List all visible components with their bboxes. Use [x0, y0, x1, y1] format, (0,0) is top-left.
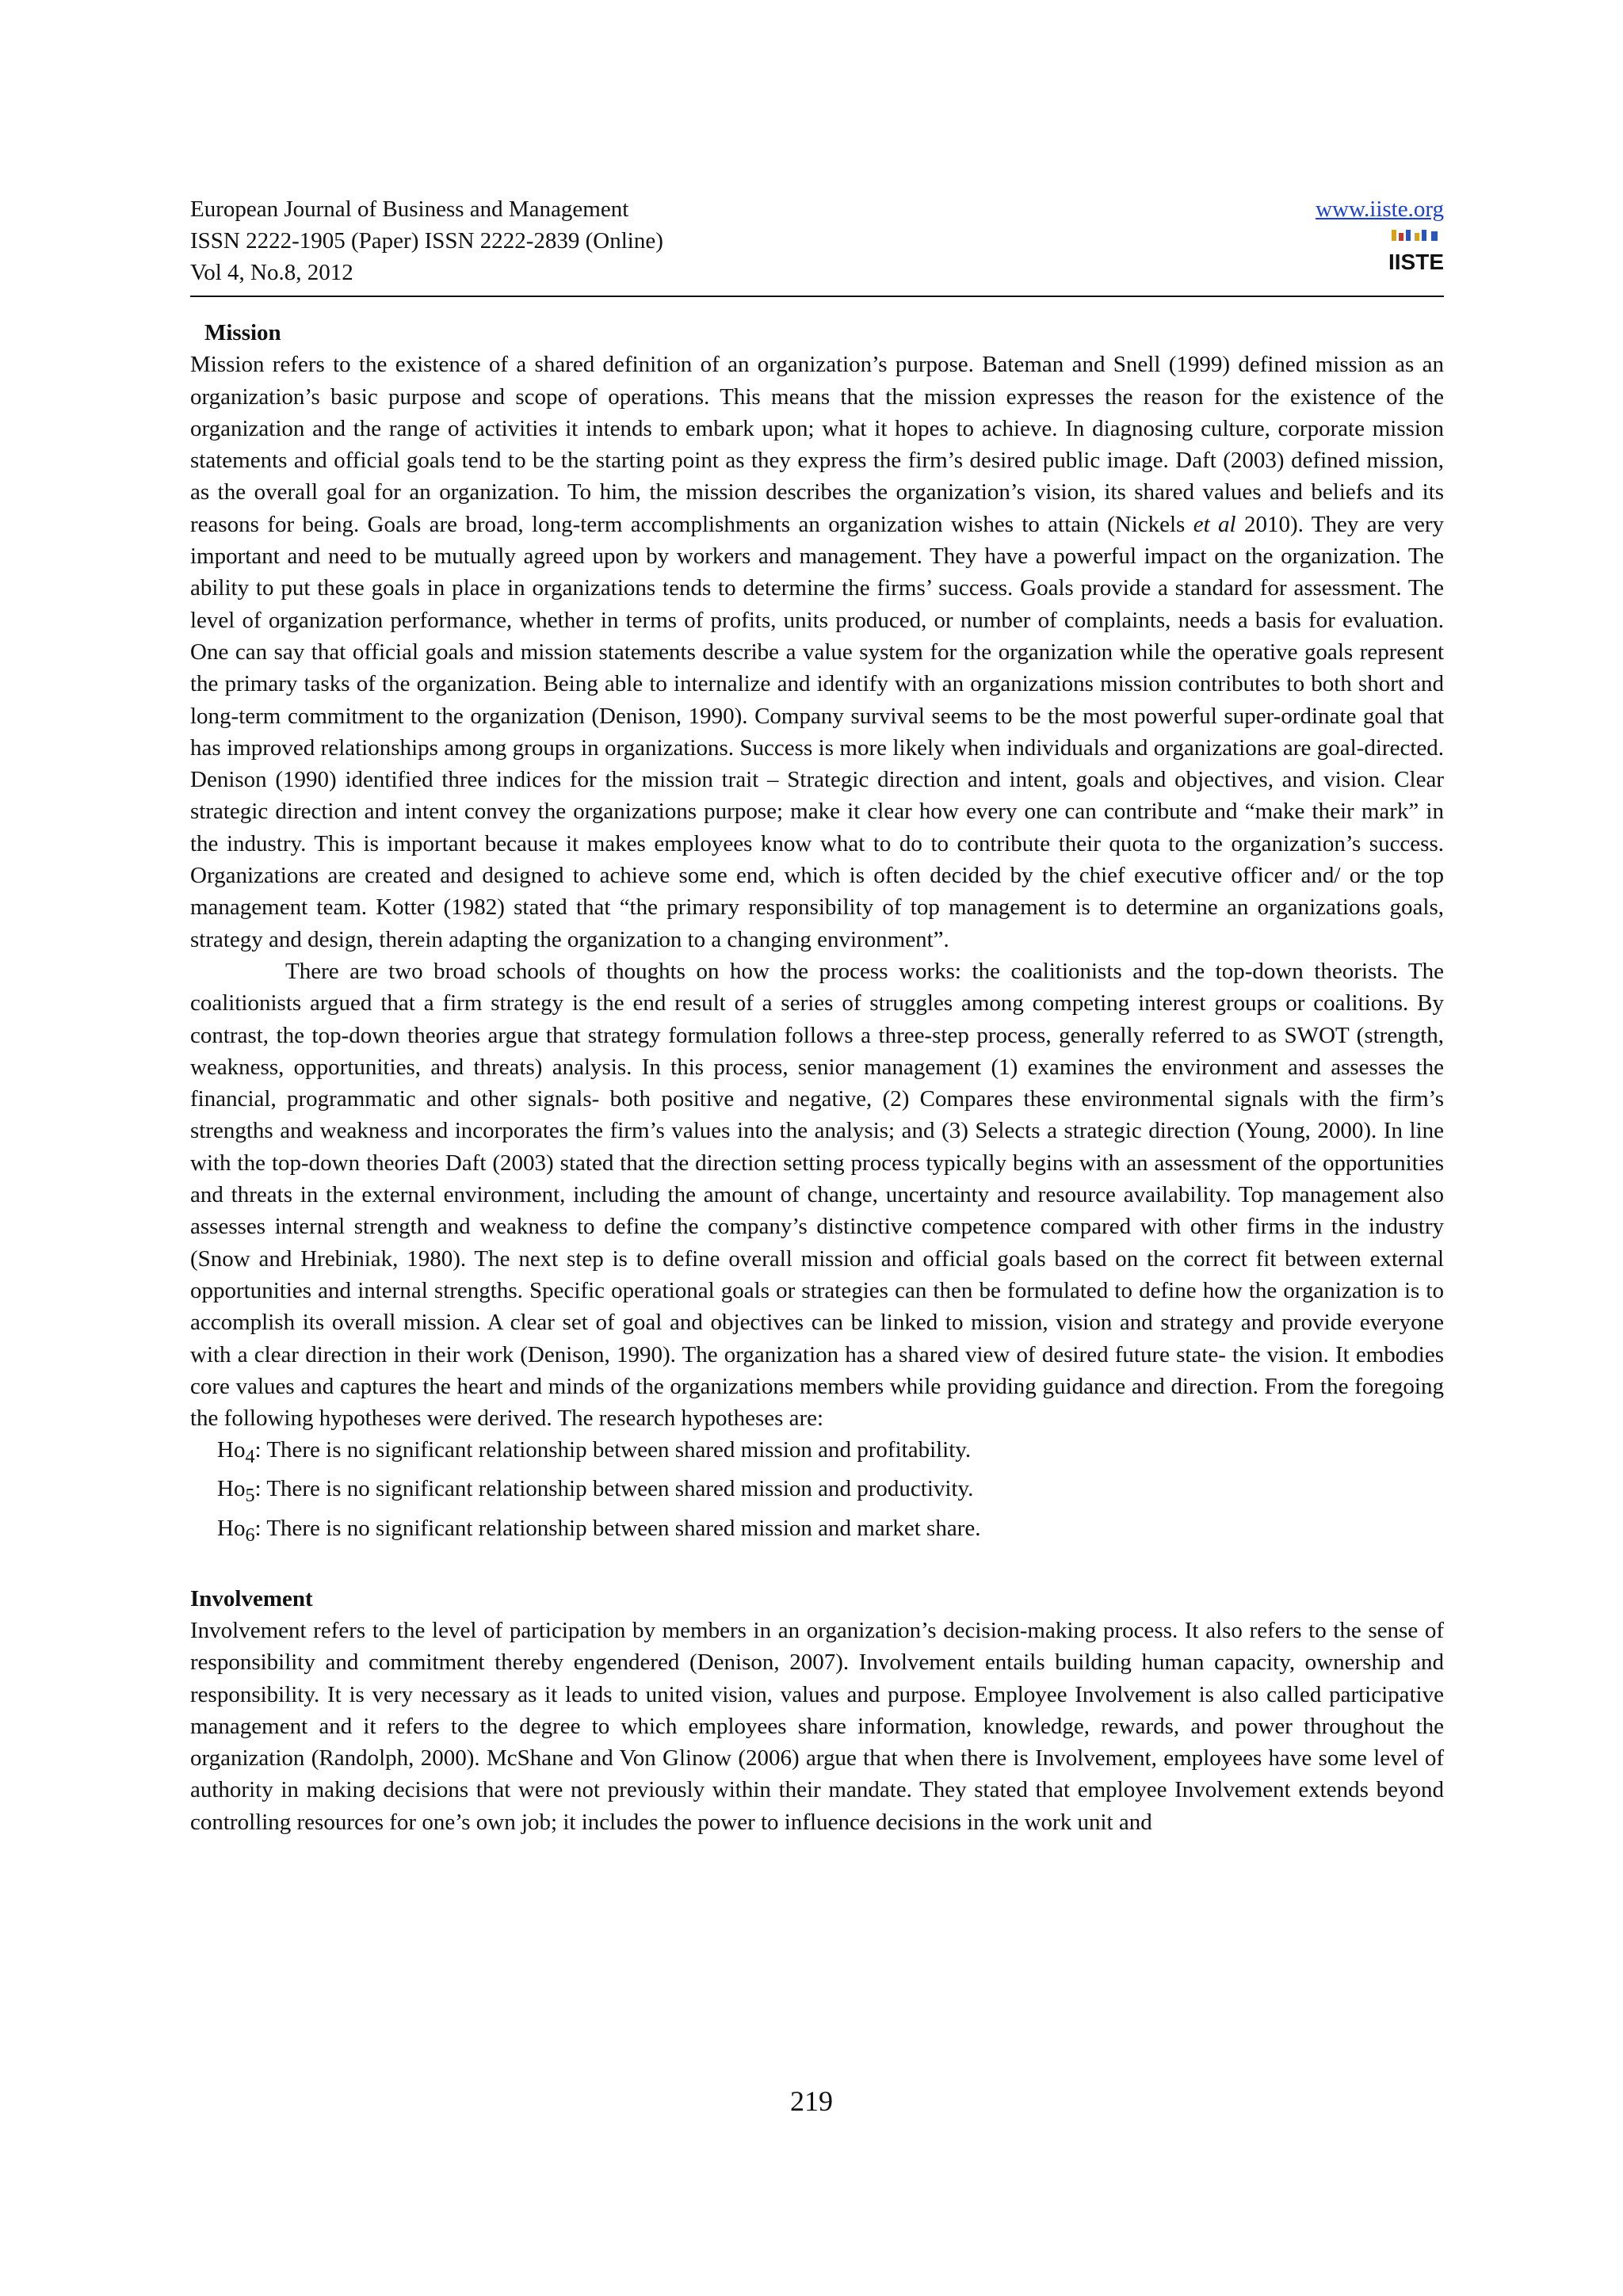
involvement-paragraph-1: Involvement refers to the level of participation by members in an organization’s decision-making process. It also refers to the sense of responsibility and commitment thereby engendered (Denison, 2007). Involvement entails building human capacity, ownership and responsibility. It is very necessary as it leads to united vision, values and purpose. Employee Involvement is also called participative management and it refers to the degree to which employees share information, knowledge, rewards, and power throughout the organization (Randolph, 2000). McShane and Von Glinow (2006) argue that when there is Involvement, employees have some level of authority in making decisions that were not previously within their mandate. They stated that employee Involvement extends beyond controlling resources for one’s own job; it includes the power to influence decisions in the work unit and: [190, 1617, 1444, 1835]
mission-paragraph-1-rest: 2010). They are very important and need to be mutually agreed upon by workers and management. They have a powerful impact on the organization. The ability to put these goals in place in organizations tends to determine the firms’ success. Goals provide a standard for assessment. The level of organization performance, whether in terms of profits, units produced, or number of complaints, needs a basis for evaluation. One can say that official goals and mission statements describe a value system for the organization while the operative goals represent the primary tasks of the organization. Being able to internalize and identify with an organizations mission contributes to both short and long-term commitment to the organization (Denison, 1990). Company survival seems to be the most powerful super-ordinate goal that has improved relationships among groups in organizations. Success is more likely when individuals and organizations are goal-directed. Denison (1990) identified three indices for the mission trait – Strategic direction and intent, goals and objectives, and vision. Clear strategic direction and intent convey the organizations purpose; make it clear how every one can contribute and “make their mark” in the industry. This is important because it makes employees know what to do to contribute their quota to the organization’s success. Organizations are created and designed to achieve some end, which is often decided by the chief executive officer and/ or the top management team. Kotter (1982) stated that “the primary responsibility of top management is to determine an organizations goals, strategy and design, therein adapting the organization to a changing environment”.: [190, 511, 1445, 952]
hypothesis-prefix: Ho: [217, 1437, 246, 1463]
page-header: [190, 193, 1444, 288]
journal-title: European Journal of Business and Management: [190, 196, 629, 222]
hypothesis-prefix: Ho: [217, 1515, 246, 1541]
mission-paragraph-1: [190, 349, 1444, 955]
header-divider: [190, 296, 1444, 297]
article-body: [190, 317, 1444, 1838]
hypothesis-text: : There is no significant relationship between shared mission and profitability.: [254, 1437, 972, 1463]
svg-text:IISTE: IISTE: [1388, 250, 1444, 274]
journal-volume: Vol 4, No.8, 2012: [190, 260, 353, 285]
iiste-logo-icon: [1388, 228, 1444, 276]
hypothesis-text: : There is no significant relationship between shared mission and market share.: [254, 1515, 981, 1541]
hypothesis-subscript: 5: [245, 1485, 255, 1507]
hypothesis-6: [190, 1512, 1444, 1551]
hypothesis-subscript: 6: [245, 1524, 255, 1546]
mission-paragraph-1-text: Mission refers to the existence of a shared definition of an organization’s purpose. Bateman and Snell (1999) defined mission as an organization’s basic purpose and scope of operations. This means that the mission expresses the reason for the existence of the organization and the range of activities it intends to embark upon; what it hopes to achieve. In diagnosing culture, corporate mission statements and official goals tend to be the starting point as they express the firm’s desired public image. Daft (2003) defined mission, as the overall goal for an organization. To him, the mission describes the organization’s vision, its shared values and beliefs and its reasons for being. Goals are broad, long-term accomplishments an organization wishes to attain (Nickels: [190, 352, 1444, 537]
hypothesis-5: [190, 1473, 1444, 1512]
hypothesis-4: [190, 1434, 1444, 1473]
section-spacer: [190, 1551, 1444, 1583]
mission-paragraph-1-italic: et al: [1193, 511, 1236, 537]
page-number: 219: [790, 2085, 833, 2117]
mission-paragraph-2: There are two broad schools of thoughts on how the process works: the coalitionists and the top-down theorists. The coalitionists argued that a firm strategy is the end result of a series of struggles among competing interest groups or coalitions. By contrast, the top-down theories argue that strategy formulation follows a three-step process, generally referred to as SWOT (strength, weakness, opportunities, and threats) analysis. In this process, senior management (1) examines the environment and assesses the financial, programmatic and other signals- both positive and negative, (2) Compares these environmental signals with the firm’s strengths and weakness and incorporates the firm’s values into the analysis; and (3) Selects a strategic direction (Young, 2000). In line with the top-down theories Daft (2003) stated that the direction setting process typically begins with an assessment of the opportunities and threats in the external environment, including the amount of change, uncertainty and resource availability. Top management also assesses internal strength and weakness to define the company’s distinctive competence compared with other firms in the industry (Snow and Hrebiniak, 1980). The next step is to define overall mission and official goals based on the correct fit between external opportunities and internal strengths. Specific operational goals or strategies can then be formulated to define how the organization is to accomplish its overall mission. A clear set of goal and objectives can be linked to mission, vision and strategy and provide everyone with a clear direction in their work (Denison, 1990). The organization has a shared view of desired future state- the vision. It embodies core values and captures the heart and minds of the organizations members while providing guidance and direction. From the foregoing the following hypotheses were derived. The research hypotheses are:: [190, 958, 1444, 1432]
hypothesis-text: : There is no significant relationship between shared mission and productivity.: [254, 1476, 974, 1502]
hypothesis-prefix: Ho: [217, 1476, 246, 1502]
hypothesis-subscript: 4: [245, 1446, 255, 1468]
journal-issn: ISSN 2222-1905 (Paper) ISSN 2222-2839 (Online): [190, 228, 663, 254]
journal-website-link[interactable]: www.iiste.org: [1316, 196, 1444, 222]
section-heading-mission: Mission: [204, 320, 281, 345]
section-heading-involvement: Involvement: [190, 1585, 313, 1611]
